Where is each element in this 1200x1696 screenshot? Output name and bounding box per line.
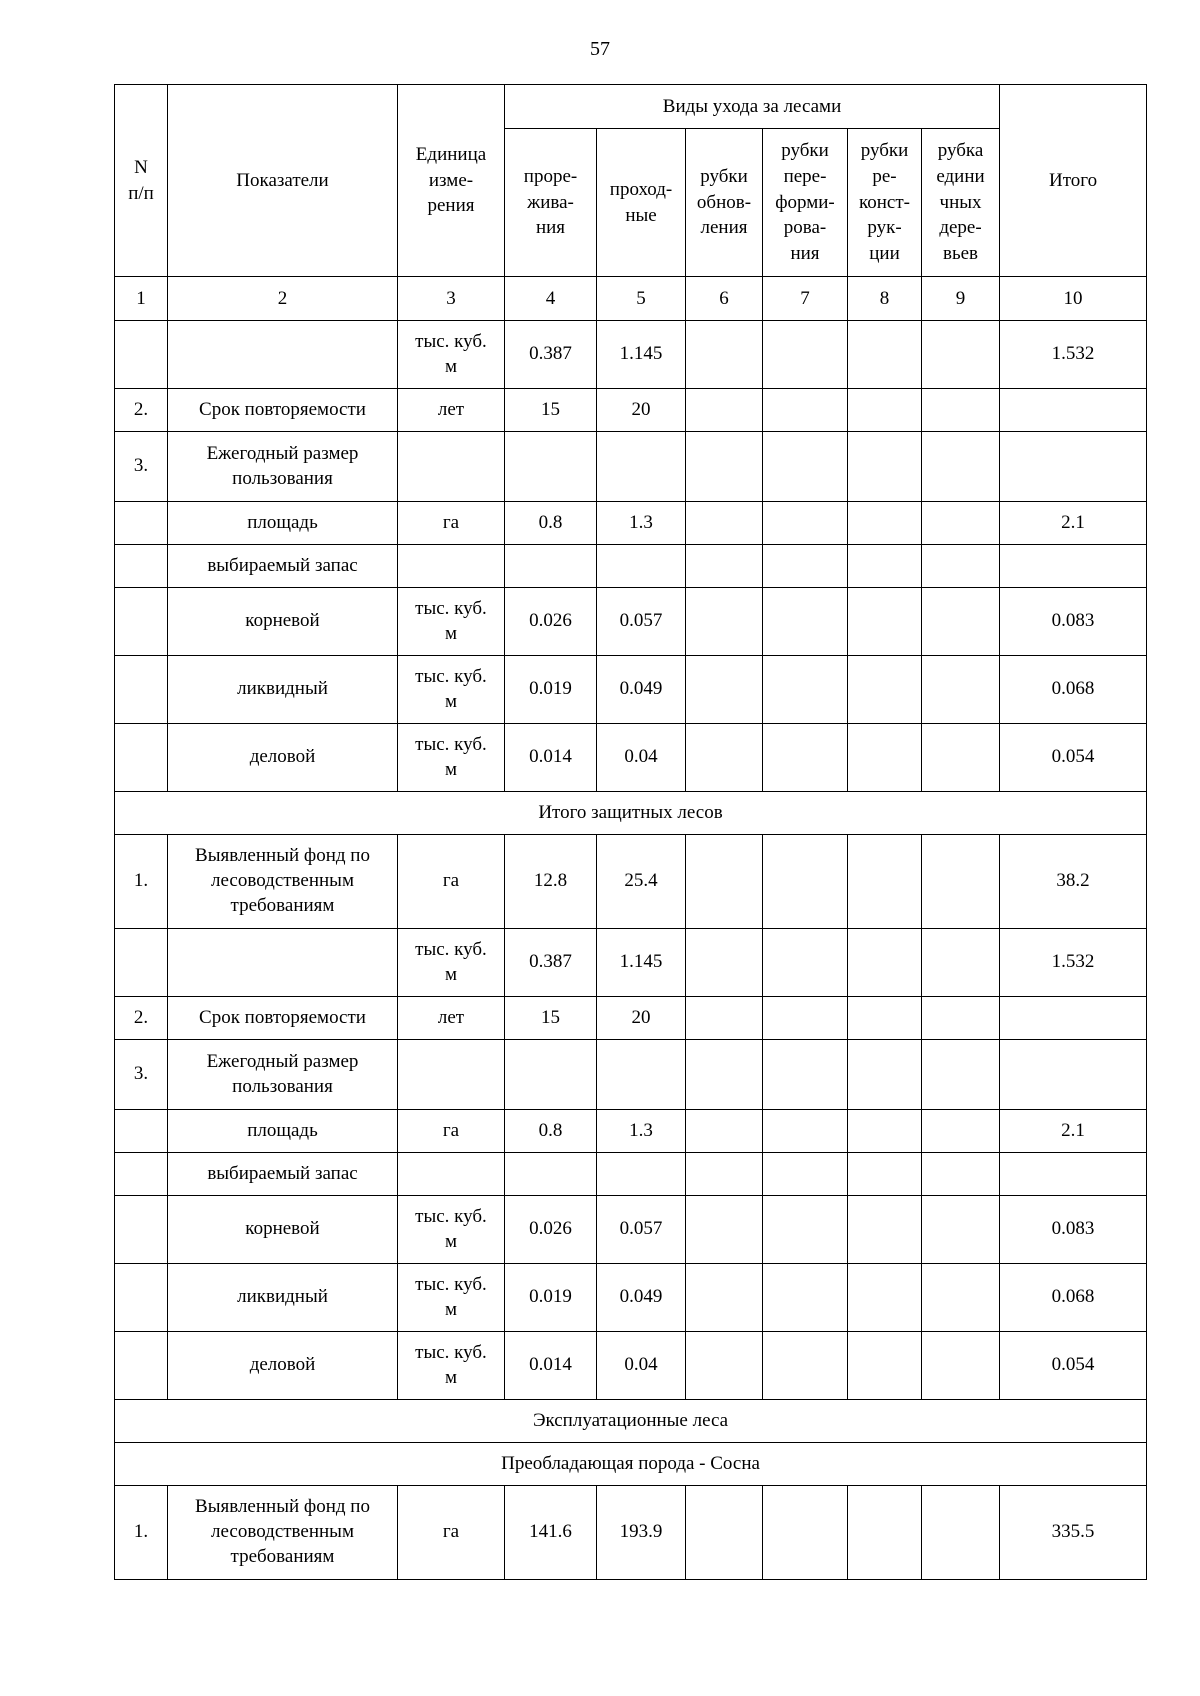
value-reform xyxy=(763,1486,848,1580)
value-reconstruct xyxy=(848,1153,922,1196)
value-reconstruct xyxy=(848,321,922,389)
value-single-trees xyxy=(922,432,1000,502)
value-passing: 1.145 xyxy=(597,929,686,997)
value-passing: 20 xyxy=(597,389,686,432)
row-number: 3. xyxy=(115,1040,168,1110)
value-thinning xyxy=(505,545,597,588)
value-thinning: 0.014 xyxy=(505,1332,597,1400)
table-row xyxy=(115,432,1147,502)
value-total: 0.068 xyxy=(1000,1264,1147,1332)
value-single-trees xyxy=(922,835,1000,929)
header-indicator: Показатели xyxy=(168,85,398,277)
value-single-trees xyxy=(922,656,1000,724)
forest-care-table xyxy=(114,84,1147,1580)
unit-cell xyxy=(398,545,505,588)
table-row xyxy=(115,321,1147,389)
value-total xyxy=(1000,389,1147,432)
value-thinning: 15 xyxy=(505,389,597,432)
value-reconstruct xyxy=(848,588,922,656)
table-header xyxy=(115,85,1147,321)
section-row xyxy=(115,1400,1147,1443)
row-number xyxy=(115,1153,168,1196)
value-reform xyxy=(763,1040,848,1110)
row-number xyxy=(115,1110,168,1153)
value-reconstruct xyxy=(848,1196,922,1264)
page-number: 57 xyxy=(590,38,610,60)
row-number xyxy=(115,724,168,792)
column-number: 7 xyxy=(763,277,848,321)
indicator-cell: Срок повторяемости xyxy=(168,997,398,1040)
unit-cell xyxy=(398,1040,505,1110)
unit-cell: тыс. куб. м xyxy=(398,724,505,792)
value-reconstruct xyxy=(848,835,922,929)
value-passing: 0.049 xyxy=(597,656,686,724)
column-number: 9 xyxy=(922,277,1000,321)
unit-cell: тыс. куб. м xyxy=(398,656,505,724)
value-reform xyxy=(763,656,848,724)
indicator-cell: площадь xyxy=(168,502,398,545)
indicator-cell: Ежегодный размер пользования xyxy=(168,432,398,502)
unit-cell xyxy=(398,432,505,502)
value-total: 38.2 xyxy=(1000,835,1147,929)
indicator-cell: выбираемый запас xyxy=(168,1153,398,1196)
value-reform xyxy=(763,997,848,1040)
value-thinning: 0.8 xyxy=(505,1110,597,1153)
value-reconstruct xyxy=(848,1332,922,1400)
value-reconstruct xyxy=(848,1264,922,1332)
unit-cell: тыс. куб. м xyxy=(398,588,505,656)
value-renewal xyxy=(686,432,763,502)
indicator-cell xyxy=(168,929,398,997)
value-total: 1.532 xyxy=(1000,929,1147,997)
value-reform xyxy=(763,545,848,588)
value-renewal xyxy=(686,1040,763,1110)
value-reconstruct xyxy=(848,1486,922,1580)
unit-cell: тыс. куб. м xyxy=(398,321,505,389)
column-number: 6 xyxy=(686,277,763,321)
value-thinning: 0.8 xyxy=(505,502,597,545)
row-number: 1. xyxy=(115,1486,168,1580)
value-renewal xyxy=(686,1486,763,1580)
value-total: 1.532 xyxy=(1000,321,1147,389)
value-renewal xyxy=(686,997,763,1040)
column-number: 4 xyxy=(505,277,597,321)
value-single-trees xyxy=(922,389,1000,432)
table-row xyxy=(115,1040,1147,1110)
header-total: Итого xyxy=(1000,85,1147,277)
value-renewal xyxy=(686,1196,763,1264)
value-reconstruct xyxy=(848,502,922,545)
header-unit: Единица изме- рения xyxy=(398,85,505,277)
value-reconstruct xyxy=(848,724,922,792)
header-thinning: проре- жива- ния xyxy=(505,129,597,277)
value-reform xyxy=(763,588,848,656)
unit-cell: тыс. куб. м xyxy=(398,1196,505,1264)
value-thinning: 0.387 xyxy=(505,929,597,997)
value-reconstruct xyxy=(848,545,922,588)
value-passing: 0.057 xyxy=(597,1196,686,1264)
indicator-cell: Ежегодный размер пользования xyxy=(168,1040,398,1110)
indicator-cell: Срок повторяемости xyxy=(168,389,398,432)
value-passing xyxy=(597,1153,686,1196)
value-total xyxy=(1000,1153,1147,1196)
value-reconstruct xyxy=(848,1110,922,1153)
value-renewal xyxy=(686,1264,763,1332)
unit-cell: тыс. куб. м xyxy=(398,1332,505,1400)
value-reform xyxy=(763,1264,848,1332)
value-total: 2.1 xyxy=(1000,1110,1147,1153)
value-reconstruct xyxy=(848,656,922,724)
value-passing xyxy=(597,1040,686,1110)
value-single-trees xyxy=(922,929,1000,997)
indicator-cell: Выявленный фонд по лесоводственным требованиям xyxy=(168,1486,398,1580)
value-renewal xyxy=(686,929,763,997)
value-passing: 0.057 xyxy=(597,588,686,656)
table-row xyxy=(115,545,1147,588)
value-total xyxy=(1000,1040,1147,1110)
row-number xyxy=(115,545,168,588)
row-number xyxy=(115,502,168,545)
value-single-trees xyxy=(922,724,1000,792)
table-row xyxy=(115,588,1147,656)
value-total xyxy=(1000,432,1147,502)
value-renewal xyxy=(686,545,763,588)
value-reform xyxy=(763,432,848,502)
value-thinning: 0.387 xyxy=(505,321,597,389)
indicator-cell: корневой xyxy=(168,1196,398,1264)
value-thinning: 15 xyxy=(505,997,597,1040)
indicator-cell: деловой xyxy=(168,1332,398,1400)
row-number xyxy=(115,1264,168,1332)
row-number: 1. xyxy=(115,835,168,929)
value-reform xyxy=(763,724,848,792)
indicator-cell xyxy=(168,321,398,389)
table-row xyxy=(115,1153,1147,1196)
value-passing: 1.3 xyxy=(597,502,686,545)
value-renewal xyxy=(686,835,763,929)
row-number xyxy=(115,1196,168,1264)
value-single-trees xyxy=(922,1040,1000,1110)
table-row xyxy=(115,1196,1147,1264)
unit-cell: га xyxy=(398,1110,505,1153)
section-row xyxy=(115,792,1147,835)
column-number: 10 xyxy=(1000,277,1147,321)
value-single-trees xyxy=(922,588,1000,656)
value-renewal xyxy=(686,1110,763,1153)
indicator-cell: Выявленный фонд по лесоводственным требованиям xyxy=(168,835,398,929)
table-row xyxy=(115,997,1147,1040)
table-row xyxy=(115,1110,1147,1153)
value-single-trees xyxy=(922,997,1000,1040)
unit-cell xyxy=(398,1153,505,1196)
indicator-cell: деловой xyxy=(168,724,398,792)
value-thinning: 141.6 xyxy=(505,1486,597,1580)
table-row xyxy=(115,1332,1147,1400)
unit-cell: га xyxy=(398,835,505,929)
table-row xyxy=(115,929,1147,997)
value-reconstruct xyxy=(848,389,922,432)
value-passing: 0.049 xyxy=(597,1264,686,1332)
value-single-trees xyxy=(922,502,1000,545)
indicator-cell: ликвидный xyxy=(168,1264,398,1332)
value-thinning: 0.019 xyxy=(505,1264,597,1332)
row-number: 2. xyxy=(115,997,168,1040)
header-care-types: Виды ухода за лесами xyxy=(505,85,1000,129)
value-renewal xyxy=(686,588,763,656)
table-row xyxy=(115,835,1147,929)
table-row xyxy=(115,724,1147,792)
row-number xyxy=(115,929,168,997)
value-reform xyxy=(763,389,848,432)
value-total: 0.083 xyxy=(1000,1196,1147,1264)
section-protective-total: Итого защитных лесов xyxy=(115,792,1147,835)
value-thinning xyxy=(505,1040,597,1110)
unit-cell: лет xyxy=(398,389,505,432)
value-passing xyxy=(597,545,686,588)
value-thinning: 0.014 xyxy=(505,724,597,792)
value-thinning: 0.026 xyxy=(505,1196,597,1264)
value-thinning xyxy=(505,432,597,502)
value-reform xyxy=(763,929,848,997)
value-passing: 25.4 xyxy=(597,835,686,929)
unit-cell: лет xyxy=(398,997,505,1040)
row-number: 2. xyxy=(115,389,168,432)
value-single-trees xyxy=(922,1486,1000,1580)
value-single-trees xyxy=(922,1264,1000,1332)
table-row xyxy=(115,1264,1147,1332)
value-total: 335.5 xyxy=(1000,1486,1147,1580)
row-number xyxy=(115,321,168,389)
indicator-cell: корневой xyxy=(168,588,398,656)
column-number: 8 xyxy=(848,277,922,321)
value-renewal xyxy=(686,656,763,724)
row-number xyxy=(115,588,168,656)
value-passing: 1.3 xyxy=(597,1110,686,1153)
value-single-trees xyxy=(922,545,1000,588)
value-total xyxy=(1000,545,1147,588)
value-renewal xyxy=(686,502,763,545)
value-renewal xyxy=(686,1332,763,1400)
unit-cell: тыс. куб. м xyxy=(398,929,505,997)
value-passing: 1.145 xyxy=(597,321,686,389)
unit-cell: га xyxy=(398,1486,505,1580)
value-reconstruct xyxy=(848,1040,922,1110)
table-row xyxy=(115,389,1147,432)
value-thinning: 0.026 xyxy=(505,588,597,656)
column-numbers-row xyxy=(115,277,1147,321)
header-num: N п/п xyxy=(115,85,168,277)
indicator-cell: выбираемый запас xyxy=(168,545,398,588)
value-total: 0.068 xyxy=(1000,656,1147,724)
column-number: 3 xyxy=(398,277,505,321)
indicator-cell: площадь xyxy=(168,1110,398,1153)
value-reform xyxy=(763,1110,848,1153)
value-reconstruct xyxy=(848,997,922,1040)
value-reconstruct xyxy=(848,432,922,502)
value-single-trees xyxy=(922,321,1000,389)
indicator-cell: ликвидный xyxy=(168,656,398,724)
value-thinning: 0.019 xyxy=(505,656,597,724)
section-species: Преобладающая порода - Сосна xyxy=(115,1443,1147,1486)
value-reform xyxy=(763,1153,848,1196)
row-number xyxy=(115,1332,168,1400)
value-total xyxy=(1000,997,1147,1040)
table-row xyxy=(115,656,1147,724)
value-passing: 193.9 xyxy=(597,1486,686,1580)
value-single-trees xyxy=(922,1332,1000,1400)
value-renewal xyxy=(686,1153,763,1196)
value-single-trees xyxy=(922,1196,1000,1264)
header-renewal: рубки обнов- ления xyxy=(686,129,763,277)
value-reform xyxy=(763,502,848,545)
value-total: 0.054 xyxy=(1000,1332,1147,1400)
header-single-trees: рубка едини чных дере- вьев xyxy=(922,129,1000,277)
row-number: 3. xyxy=(115,432,168,502)
value-reform xyxy=(763,1332,848,1400)
value-renewal xyxy=(686,389,763,432)
section-row xyxy=(115,1443,1147,1486)
value-thinning xyxy=(505,1153,597,1196)
header-reconstruct: рубки ре- конст- рук- ции xyxy=(848,129,922,277)
value-passing xyxy=(597,432,686,502)
value-reconstruct xyxy=(848,929,922,997)
section-exploitation: Эксплуатационные леса xyxy=(115,1400,1147,1443)
column-number: 2 xyxy=(168,277,398,321)
value-total: 2.1 xyxy=(1000,502,1147,545)
header-reform: рубки пере- форми- рова- ния xyxy=(763,129,848,277)
row-number xyxy=(115,656,168,724)
column-number: 1 xyxy=(115,277,168,321)
value-passing: 0.04 xyxy=(597,1332,686,1400)
column-number: 5 xyxy=(597,277,686,321)
table-body xyxy=(115,321,1147,1580)
unit-cell: тыс. куб. м xyxy=(398,1264,505,1332)
value-thinning: 12.8 xyxy=(505,835,597,929)
value-total: 0.083 xyxy=(1000,588,1147,656)
value-passing: 0.04 xyxy=(597,724,686,792)
table-row xyxy=(115,1486,1147,1580)
value-renewal xyxy=(686,321,763,389)
value-total: 0.054 xyxy=(1000,724,1147,792)
value-reform xyxy=(763,835,848,929)
value-reform xyxy=(763,1196,848,1264)
value-renewal xyxy=(686,724,763,792)
value-passing: 20 xyxy=(597,997,686,1040)
value-single-trees xyxy=(922,1110,1000,1153)
table-row xyxy=(115,502,1147,545)
value-single-trees xyxy=(922,1153,1000,1196)
value-reform xyxy=(763,321,848,389)
unit-cell: га xyxy=(398,502,505,545)
header-passing: проход- ные xyxy=(597,129,686,277)
